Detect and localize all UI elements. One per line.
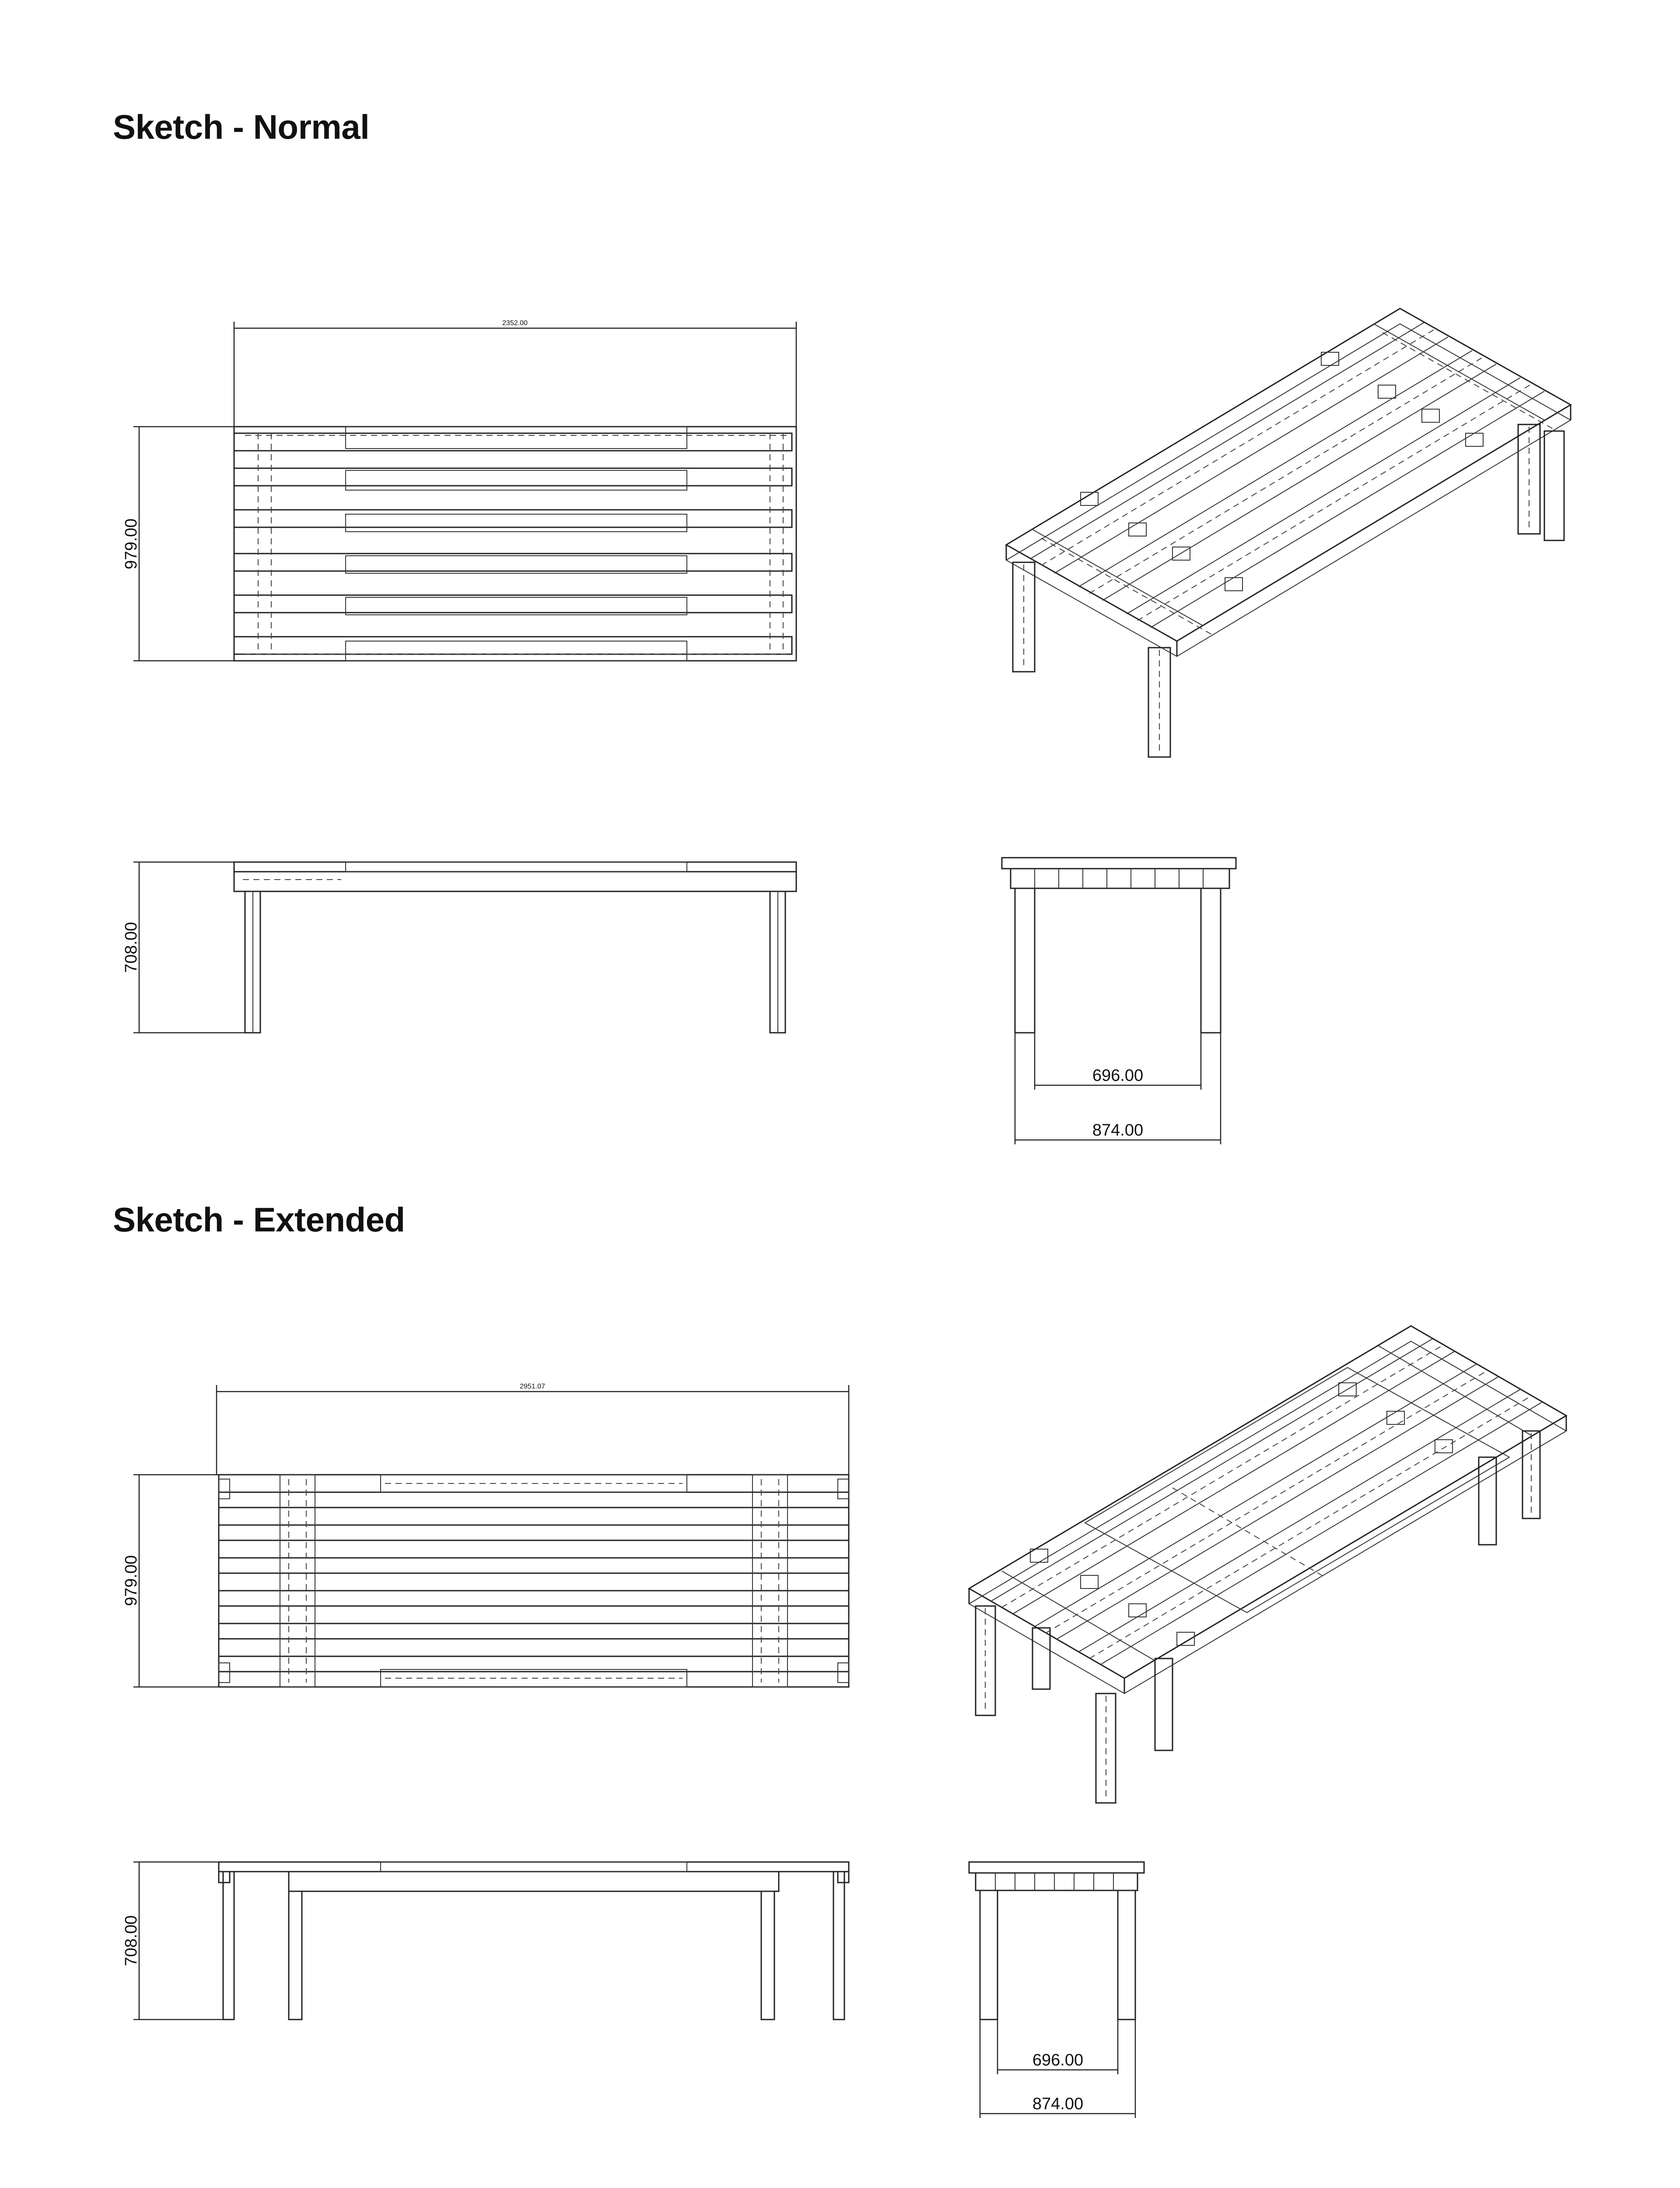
normal-side-view (122, 862, 796, 1033)
extended-length-dim: 2951.07 (520, 1383, 545, 1390)
section-title-extended: Sketch - Extended (113, 1200, 405, 1239)
normal-length-dim: 2352.00 (502, 319, 528, 327)
normal-inner-dim: 696.00 (1092, 1066, 1144, 1085)
extended-height-dim: 708.00 (122, 1915, 140, 1967)
extended-plan-view (122, 1383, 849, 1687)
extended-inner-dim: 696.00 (1032, 2051, 1084, 2069)
extended-side-view (122, 1862, 849, 2020)
normal-outer-dim: 874.00 (1092, 1121, 1144, 1140)
extended-outer-dim: 874.00 (1032, 2095, 1084, 2113)
extended-isometric-view (969, 1326, 1566, 1803)
normal-isometric-view (1006, 309, 1571, 757)
normal-depth-dim: 979.00 (122, 518, 140, 570)
normal-end-view (1002, 858, 1236, 1144)
section-title-normal: Sketch - Normal (113, 108, 370, 146)
extended-end-view (969, 1862, 1144, 2118)
extended-depth-dim: 979.00 (122, 1555, 140, 1606)
normal-height-dim: 708.00 (122, 922, 140, 973)
normal-plan-view (122, 319, 796, 661)
